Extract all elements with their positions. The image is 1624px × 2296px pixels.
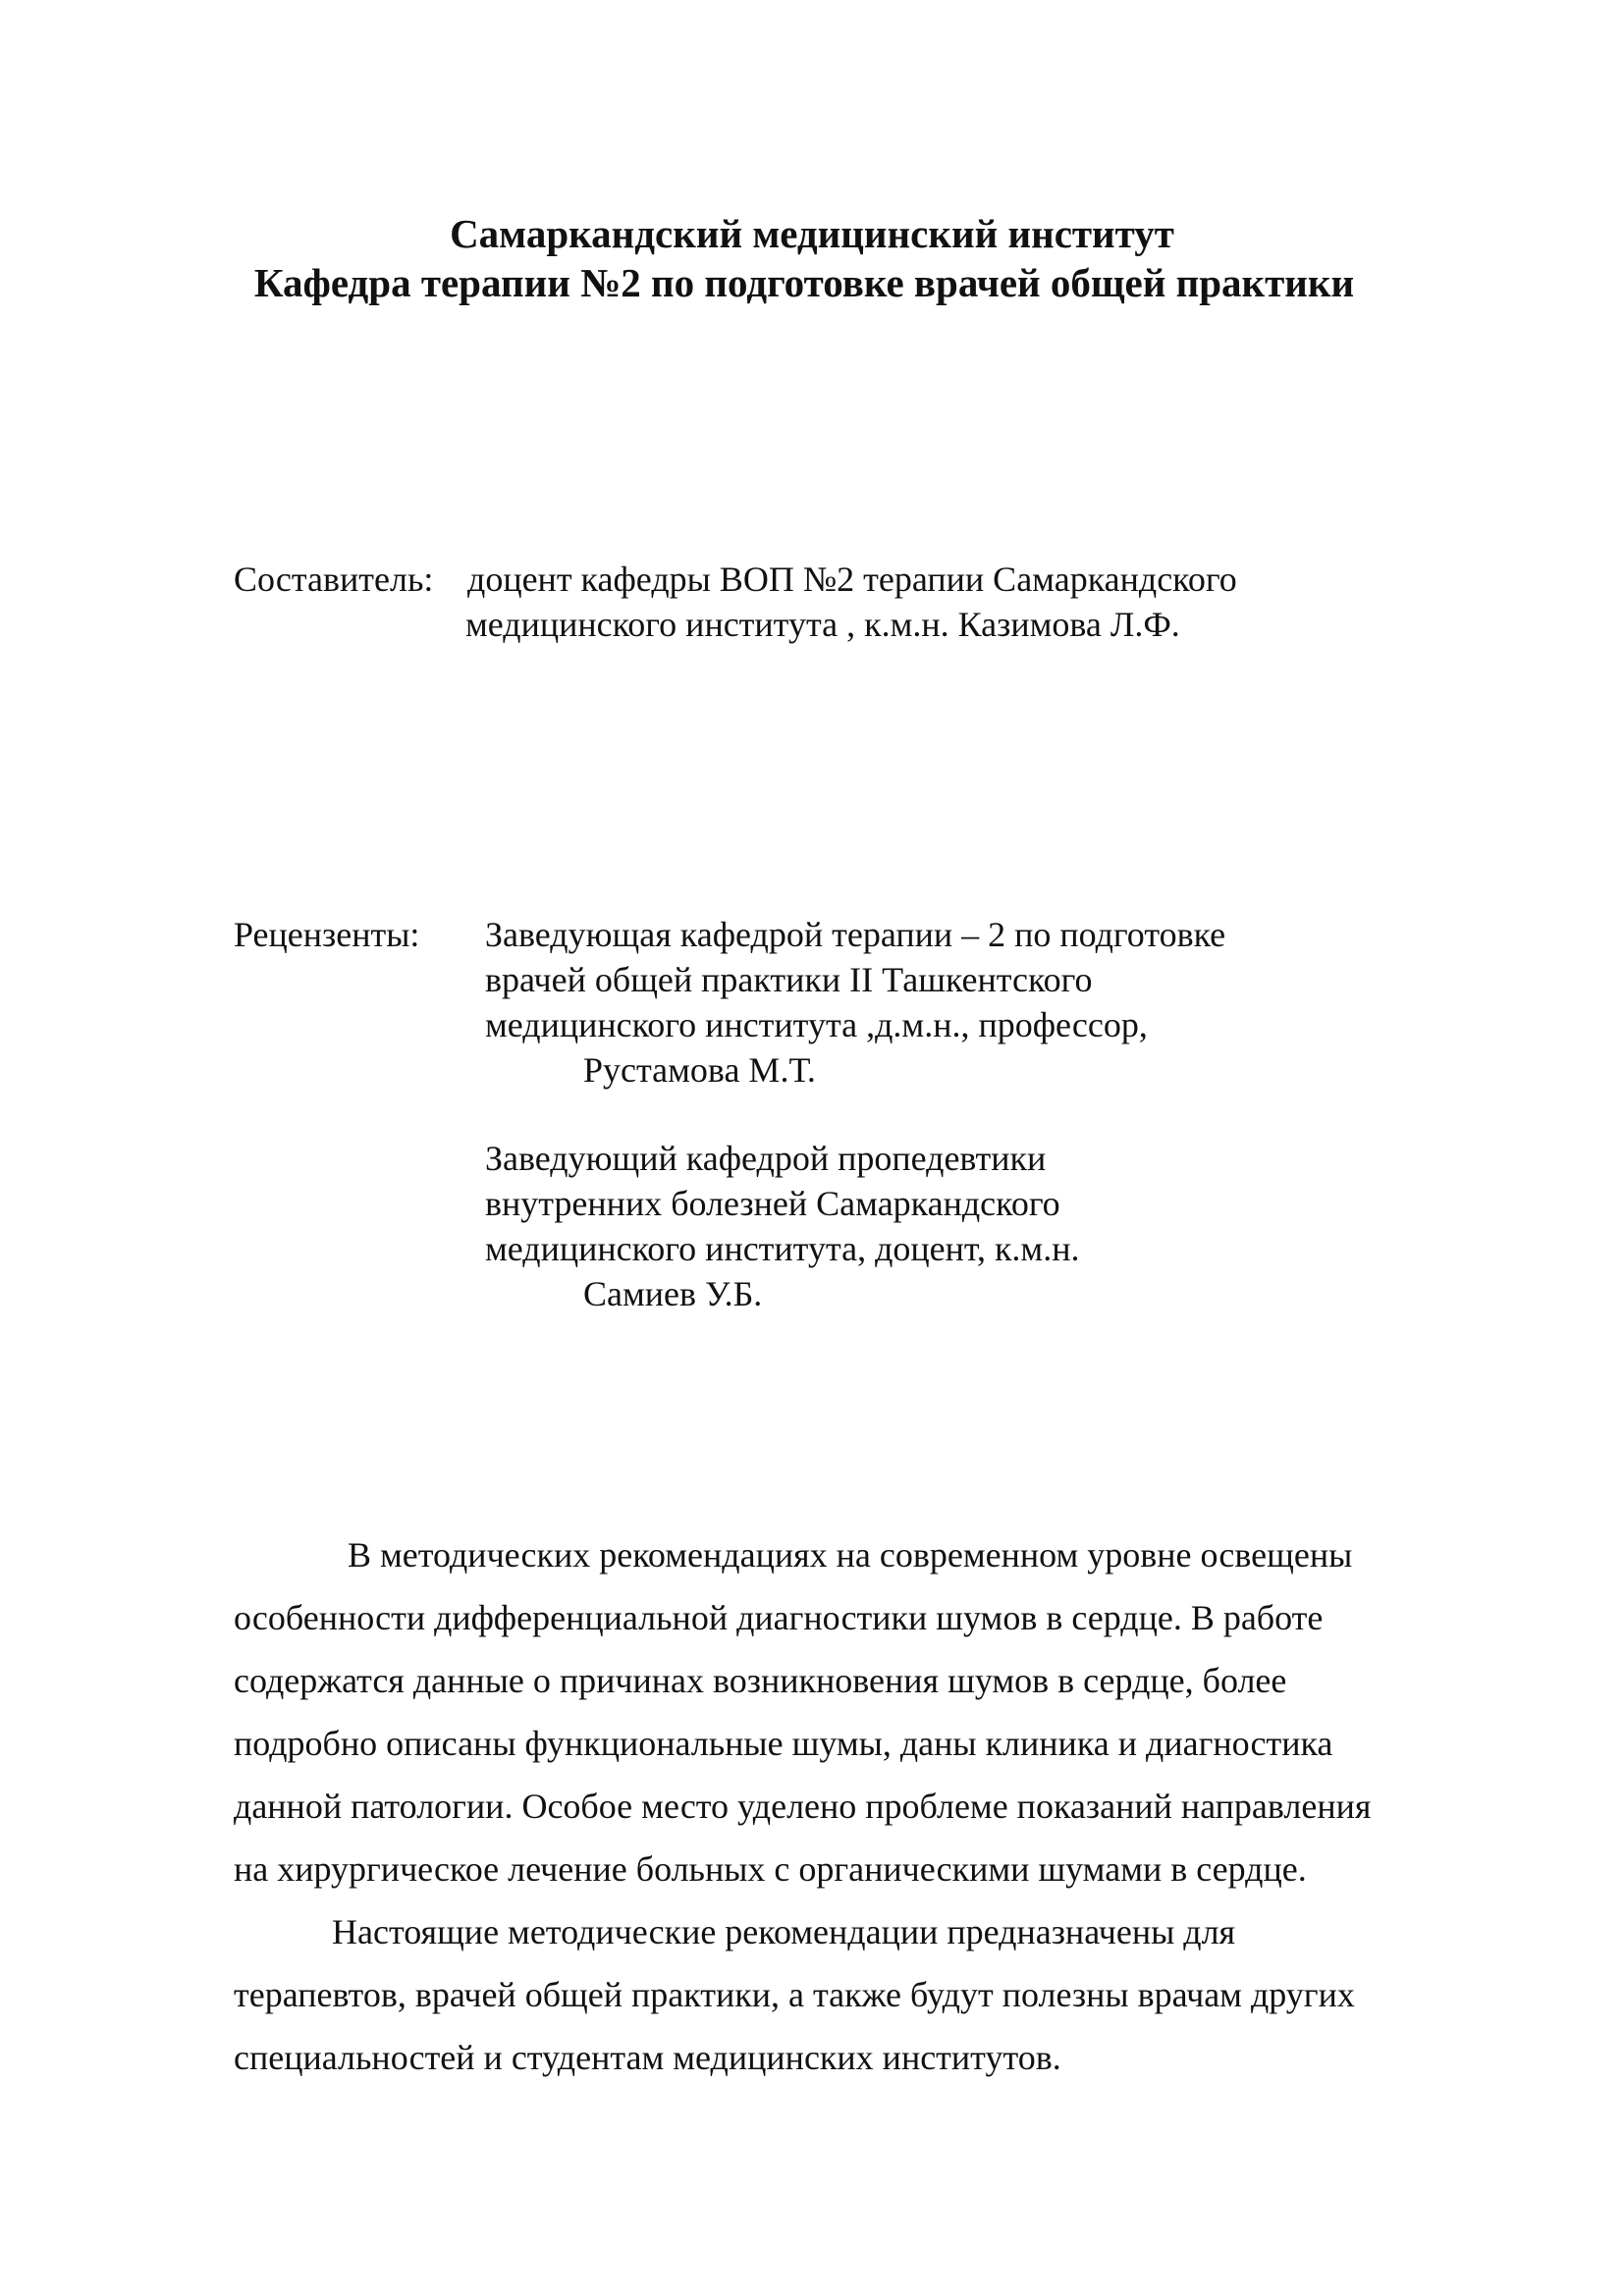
- reviewer-name: Самиев У.Б.: [583, 1274, 763, 1313]
- department-title: Кафедра терапии №2 по подготовке врачей общей практики: [253, 260, 1355, 305]
- reviewer-line: внутренних болезней Самаркандского: [485, 1184, 1060, 1223]
- reviewer-line: врачей общей практики II Ташкентского: [485, 960, 1093, 999]
- paragraph-line: на хирургическое лечение больных с органическими шумами в сердце.: [234, 1849, 1307, 1889]
- purpose-paragraph: [234, 1900, 1490, 2089]
- abstract-paragraph: [234, 1523, 1490, 1900]
- paragraph-line: специальностей и студентам медицинских институтов.: [234, 2038, 1061, 2077]
- paragraph-line: подробно описаны функциональные шумы, даны клиника и диагностика: [234, 1724, 1333, 1763]
- reviewers-label: Рецензенты:: [234, 915, 420, 954]
- compiler-label: Составитель:: [234, 560, 434, 599]
- paragraph-line: данной патологии. Особое место уделено проблеме показаний направления: [234, 1787, 1372, 1826]
- paragraph-line: особенности дифференциальной диагностики шумов в сердце. В работе: [234, 1598, 1324, 1637]
- institute-title: Самаркандский медицинский институт: [450, 211, 1174, 256]
- compiler-line: медицинского института , к.м.н. Казимова Л.Ф.: [465, 605, 1180, 644]
- reviewer-name: Рустамова М.Т.: [583, 1050, 816, 1090]
- reviewer-line: Заведующая кафедрой терапии – 2 по подготовке: [485, 915, 1226, 954]
- paragraph-line: Настоящие методические рекомендации предназначены для: [332, 1912, 1236, 1951]
- reviewer-line: медицинского института ,д.м.н., профессор,: [485, 1005, 1148, 1044]
- reviewer-line: Заведующий кафедрой пропедевтики: [485, 1139, 1047, 1178]
- compiler-line: доцент кафедры ВОП №2 терапии Самаркандского: [467, 560, 1237, 599]
- paragraph-line: В методических рекомендациях на современном уровне освещены: [348, 1535, 1353, 1575]
- paragraph-line: терапевтов, врачей общей практики, а также будут полезны врачам других: [234, 1975, 1355, 2014]
- paragraph-line: содержатся данные о причинах возникновения шумов в сердце, более: [234, 1661, 1287, 1700]
- reviewer-line: медицинского института, доцент, к.м.н.: [485, 1229, 1080, 1268]
